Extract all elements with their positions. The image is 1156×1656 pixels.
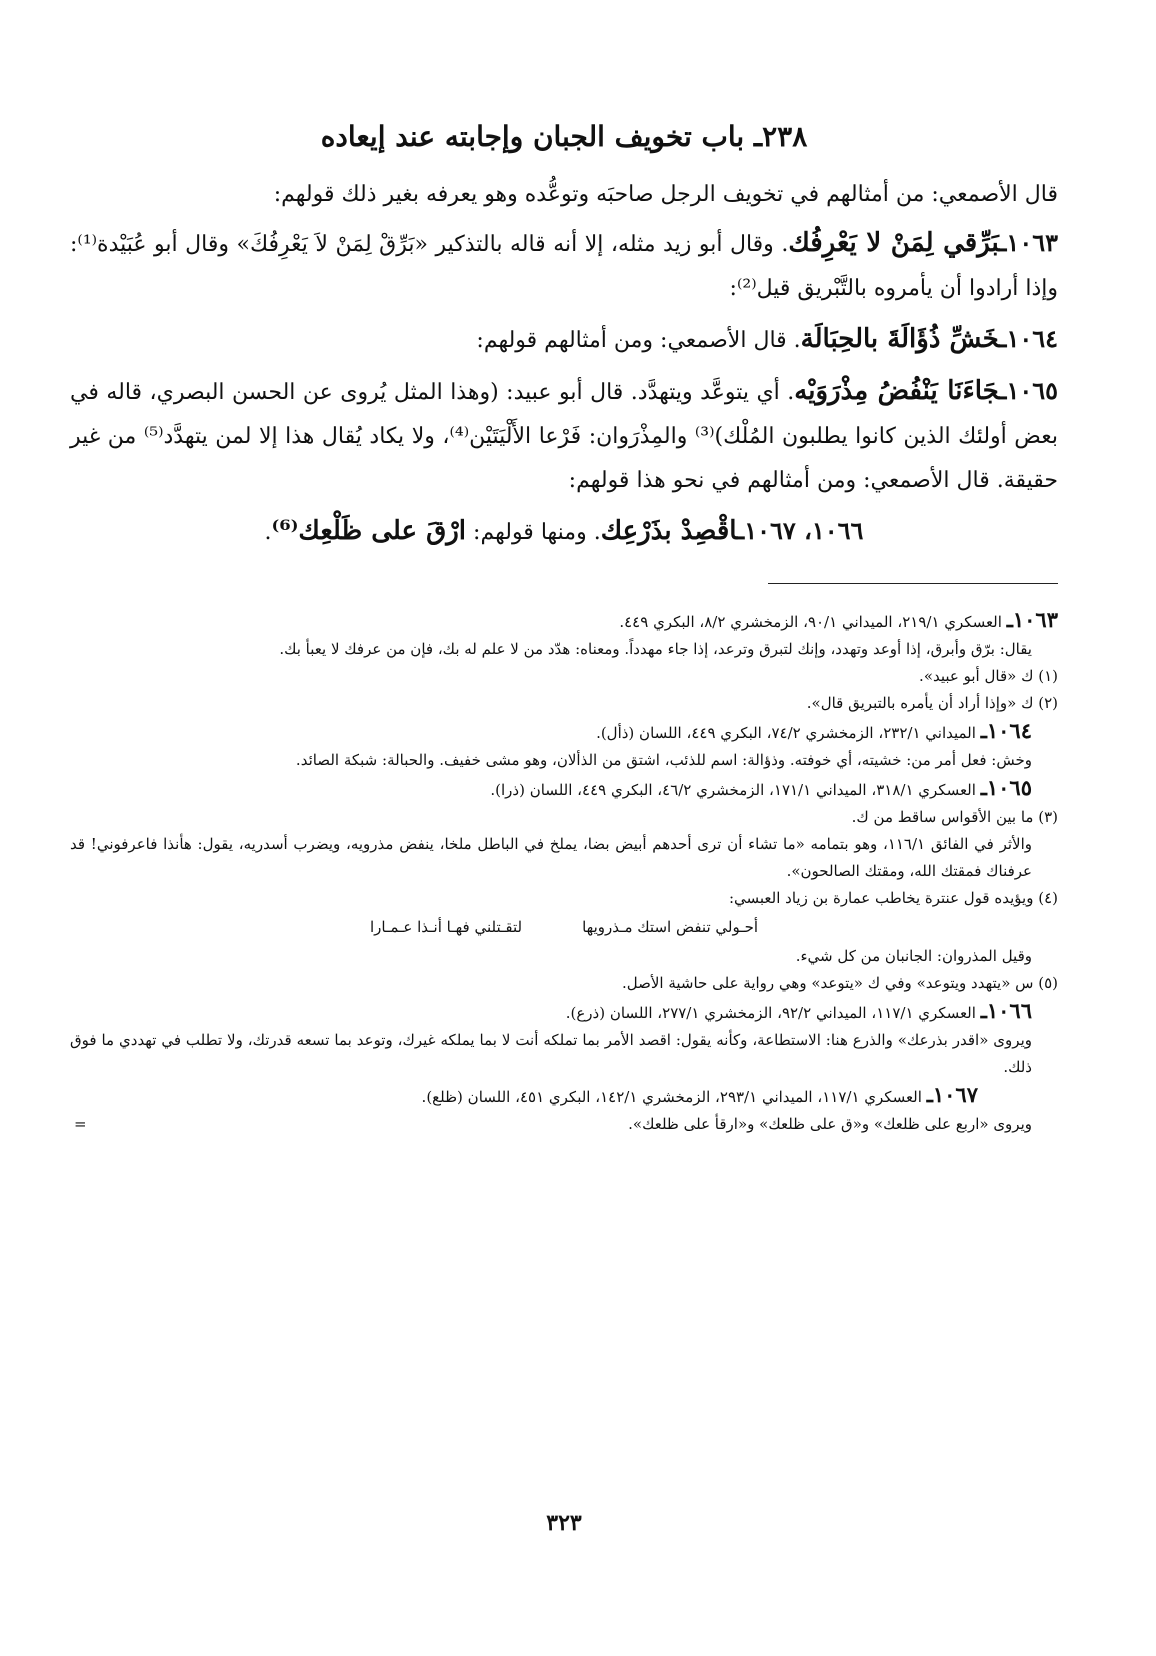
note-number: ١٠٦٥ـ: [980, 775, 1032, 800]
footnote-4-tail: وقيل المذروان: الجانبان من كل شيء.: [795, 947, 1032, 965]
page-number: ٣٢٣: [546, 1510, 582, 1536]
footnote-3-gloss: والأثر في الفائق ١١٦/١، وهو بتمامه «ما تشاء أن ترى أحدهم أبيض بضا، يملخ في الباطل ملخا، ينفض مذرويه، ويضرب أسدريه، يقول: هأنذا فاعرفوني! قد عرفناك فمقتك الله، ومقتك الصالحون».: [70, 835, 1032, 880]
proverb-text: اقْصِدْ بذَرْعِك: [600, 516, 738, 546]
note-1065-sources: [70, 774, 1058, 804]
footnote-1: (١) ك «قال أبو عبيد».: [919, 667, 1058, 685]
proverb-text: خَشِّ ذُؤَالَةَ بالحِبَالَة: [800, 324, 1000, 354]
entry-commentary: . أي يتوعَّد ويتهدَّد. قال أبو عبيد: (وهذا المثل يُروى عن الحسن البصري، قاله في بعض أولئك الذين كانوا يطلبون المُلْك)⁽³⁾ والمِذْرَوان: فَرْعا الأَلْيَتَيْن⁽⁴⁾، ولا يكاد يُقال هذا إلا لمن يتهدَّد⁽⁵⁾ من غير حقيقة. قال الأصمعي: ومن أمثالهم في نحو هذا قولهم:: [70, 380, 1058, 493]
entry-commentary: . وقال أبو زيد مثله، إلا أنه قاله بالتذكير «بَرِّقْ لِمَنْ لاَ يَعْرِفُكَ» وقال أبو عُبَيْدة⁽¹⁾: وإذا أرادوا أن يأمروه بالتَّبْريق قيل⁽²⁾:: [70, 232, 1058, 301]
entry-commentary: . قال الأصمعي: ومن أمثالهم قولهم:: [476, 328, 801, 353]
proverb-text-second: ارْقَ على ظَلْعِك⁽⁶⁾: [271, 516, 467, 546]
note-1067-gloss-text: ويروى «اربع على ظلعك» و«ق على ظلعك» و«ارقأ على ظلعك».: [628, 1115, 1032, 1133]
proverb-entry-1064: [70, 317, 1058, 363]
verse-second-hemistich: لتقـتلني فهـا أنـذا عـمـارا: [369, 918, 523, 936]
entry-tail: .: [264, 520, 272, 545]
note-sources-text: العسكري ١١٧/١، الميداني ٩٢/٢، الزمخشري ٢٧٧/١، اللسان (ذرع).: [565, 1004, 976, 1022]
footnote-4: (٤) ويؤيده قول عنترة يخاطب عمارة بن زياد العبسي:: [728, 889, 1058, 907]
entry-number: ١٠٦٤ـ: [999, 324, 1058, 353]
note-sources-text: الميداني ٢٣٢/١، الزمخشري ٧٤/٢، البكري ٤٤٩، اللسان (ذأل).: [596, 724, 976, 742]
footnote-2: (٢) ك «وإذا أراد أن يأمره بالتبريق قال».: [806, 694, 1058, 712]
note-1066-gloss: ويروى «اقدر بذرعك» والذرع هنا: الاستطاعة، وكأنه يقول: اقصد الأمر بما تملكه أنت لا بما يملكه غيرك، وتوعد بما تسعه قدرتك، ولا تطلب في تهددي ما فوق ذلك.: [70, 1031, 1032, 1076]
note-1067-sources: [70, 1081, 1058, 1111]
footnote-separator: [768, 583, 1058, 584]
proverb-entry-1066-1067: [70, 509, 1058, 555]
note-number: ١٠٦٤ـ: [980, 718, 1032, 743]
note-sources-text: العسكري ٣١٨/١، الميداني ١٧١/١، الزمخشري ٤٦/٢، البكري ٤٤٩، اللسان (ذرا).: [490, 781, 976, 799]
footnote-3: (٣) ما بين الأقواس ساقط من ك.: [851, 808, 1058, 826]
poetry-verse: [70, 914, 1058, 941]
margin-mark: =: [74, 1115, 87, 1133]
note-1063-sources: [70, 606, 1058, 636]
proverb-entry-1063: [70, 221, 1058, 311]
note-1066-sources: [70, 997, 1058, 1027]
note-1064-sources: [70, 717, 1058, 747]
chapter-title: ٢٣٨ـ باب تخويف الجبان وإجابته عند إيعاده: [320, 120, 808, 153]
entry-commentary: . ومنها قولهم:: [473, 520, 601, 545]
note-1064-gloss: وخش: فعل أمر من: خشيته، أي خوفته. وذؤالة: اسم للذئب، اشتق من الذألان، وهو مشى خفيف. والحبالة: شبكة الصائد.: [295, 751, 1032, 769]
entry-number: ١٠٦٥ـ: [999, 376, 1058, 405]
note-sources-text: العسكري ١١٧/١، الميداني ٢٩٣/١، الزمخشري ١٤٢/١، البكري ٤٥١، اللسان (ظلع).: [421, 1088, 922, 1106]
note-sources-text: العسكري ٢١٩/١، الميداني ٩٠/١، الزمخشري ٨/٢، البكري ٤٤٩.: [619, 613, 1002, 631]
note-1063-gloss: يقال: برّق وأبرق، إذا أوعد وتهدد، وإنك لتبرق وترعد، إذا جاء مهدداً. ومعناه: هدّد من لا علم له بك، فإن من عرفك لا يعبأ بك.: [279, 640, 1032, 658]
note-1067-gloss: [70, 1111, 1032, 1138]
proverb-entry-1065: [70, 369, 1058, 503]
note-number: ١٠٦٦ـ: [980, 998, 1032, 1023]
verse-first-hemistich: أحـولي تنفض استك مـذرويها: [582, 918, 759, 936]
intro-paragraph: قال الأصمعي: من أمثالهم في تخويف الرجل صاحبَه وتوعُّده وهو يعرفه بغير ذلك قولهم:: [273, 182, 1058, 207]
main-text: [70, 175, 1058, 555]
entry-number: ١٠٦٣ـ: [999, 228, 1058, 257]
proverb-text: بَرِّقي لِمَنْ لا يَعْرِفُك: [788, 228, 1000, 258]
footnotes: [70, 606, 1058, 1138]
book-page: [70, 120, 1058, 1600]
note-number: ١٠٦٣ـ: [1006, 607, 1058, 632]
footnote-5: (٥) س «يتهدد ويتوعد» وفي ك «يتوعد» وهي رواية على حاشية الأصل.: [622, 974, 1058, 992]
note-number: ١٠٦٧ـ: [926, 1082, 978, 1107]
proverb-text: جَاءَنَا يَنْفُضُ مِذْرَوَيْه: [794, 376, 1000, 406]
entry-number: ١٠٦٦، ١٠٦٧ـ: [737, 516, 864, 545]
